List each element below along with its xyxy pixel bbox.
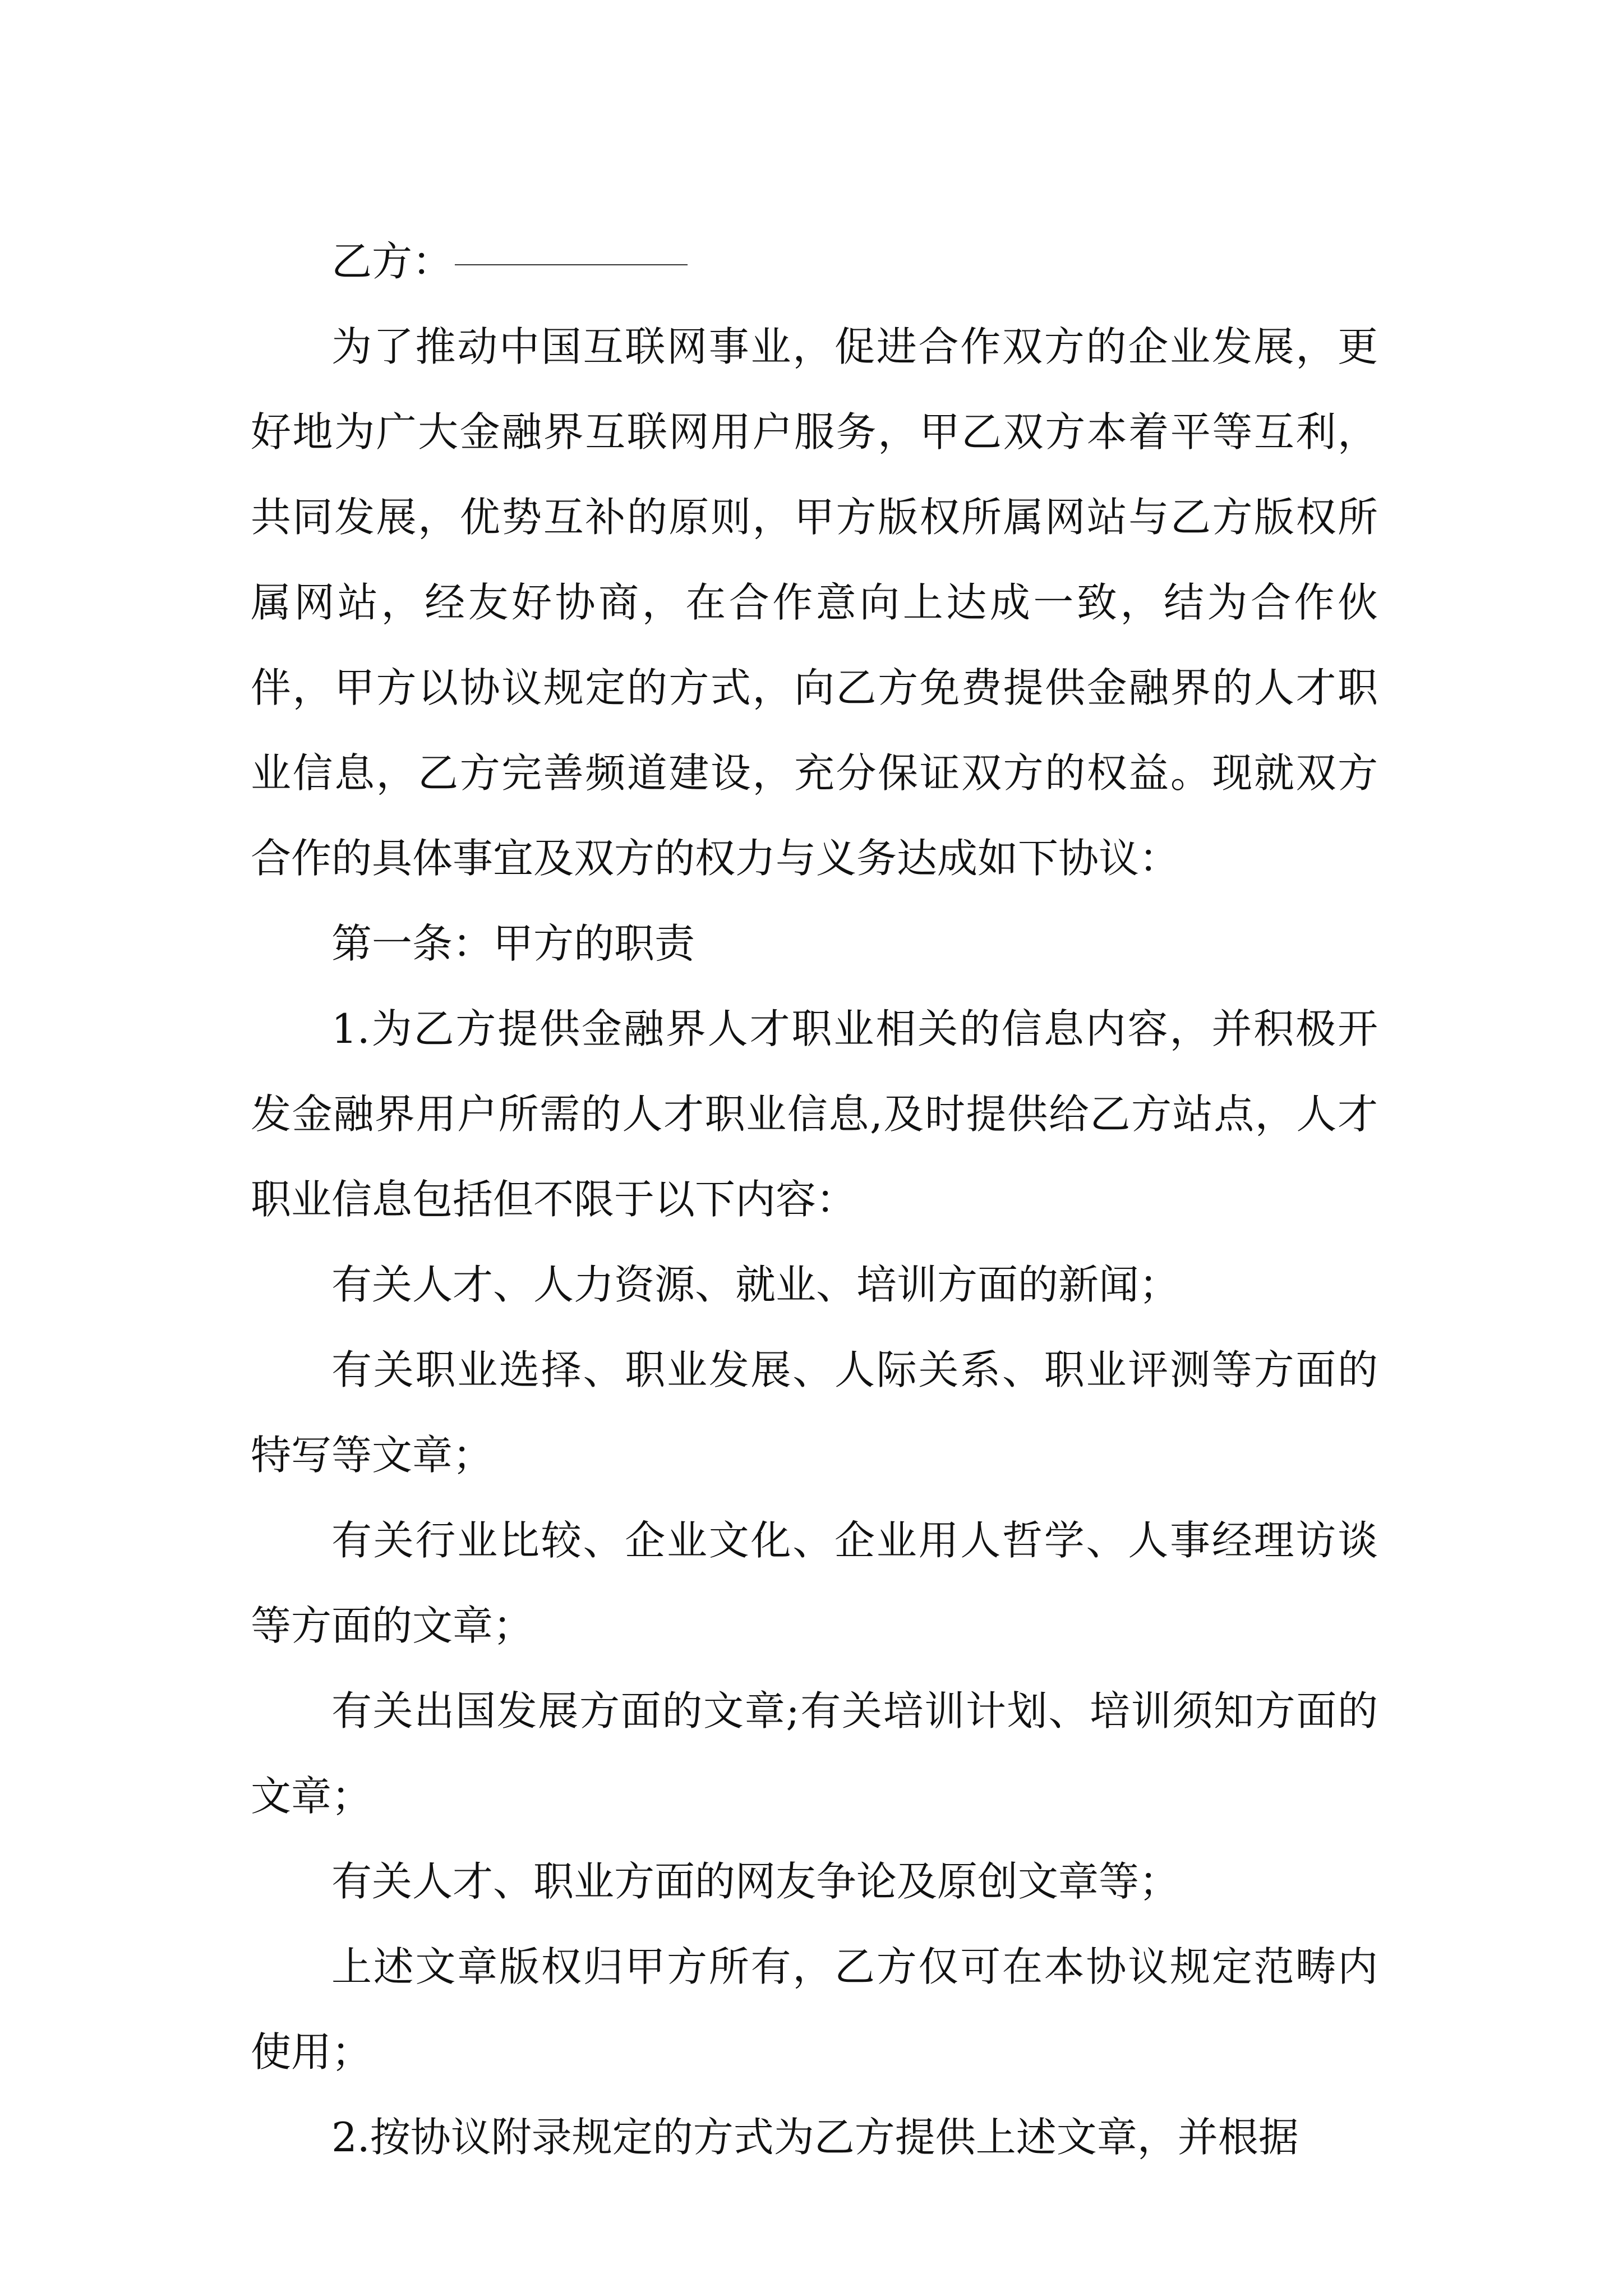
paragraph-preamble: 为了推动中国互联网事业，促进合作双方的企业发展，更好地为广大金融界互联网用户服务，甲乙双方本着平等互利，共同发展，优势互补的原则，甲方版权所属网站与乙方版权所属网站，经友好协商，在合作意向上达成一致，结为合作伙伴，甲方以协议规定的方式，向乙方免费提供金融界的人才职业信息，乙方完善频道建设，充分保证双方的权益。现就双方合作的具体事宜及双方的权力与义务达成如下协议： [251,323,1378,882]
party-b-line [251,219,1378,304]
paragraph-item-career: 有关职业选择、职业发展、人际关系、职业评测等方面的特写等文章； [251,1346,1378,1479]
article-one-heading: 第一条：甲方的职责 [331,920,695,967]
paragraph-item-abroad: 有关出国发展方面的文章;有关培训计划、培训须知方面的文章； [251,1687,1378,1820]
document-body [251,219,1378,2180]
paragraph-item-industry: 有关行业比较、企业文化、企业用人哲学、人事经理访谈等方面的文章； [251,1517,1378,1649]
party-b-label: 乙方： [331,238,453,285]
paragraph-clause-1: 1.为乙方提供金融界人才职业相关的信息内容，并积极开发金融界用户所需的人才职业信息,及时提供给乙方站点，人才职业信息包括但不限于以下内容： [251,1005,1378,1223]
party-b-blank-line [455,264,688,265]
paragraph-copyright: 上述文章版权归甲方所有，乙方仅可在本协议规定范畴内使用； [251,1943,1378,2076]
paragraph-clause-2: 2.按协议附录规定的方式为乙方提供上述文章，并根据 [331,2114,1299,2161]
paragraph-item-news: 有关人才、人力资源、就业、培训方面的新闻； [331,1261,1180,1308]
paragraph-item-original: 有关人才、职业方面的网友争论及原创文章等； [331,1858,1180,1905]
